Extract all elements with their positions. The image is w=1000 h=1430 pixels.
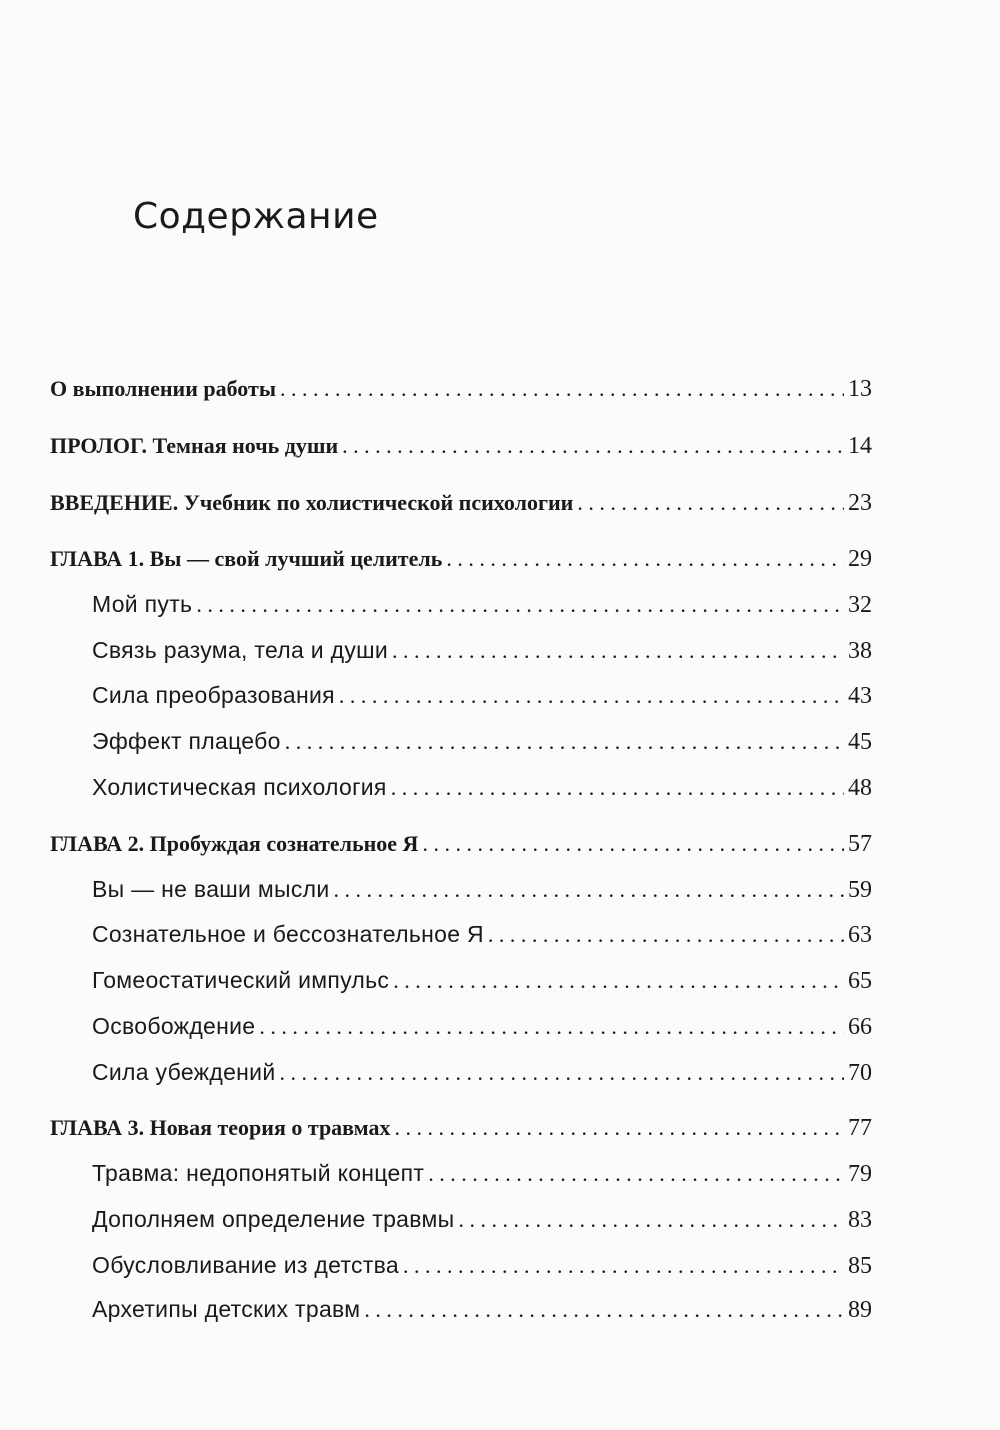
dot-leader [391, 775, 844, 801]
dot-leader [488, 922, 844, 948]
dot-leader [342, 433, 844, 459]
page-number: 23 [848, 490, 872, 516]
page-number: 48 [848, 775, 872, 801]
dot-leader [393, 968, 844, 994]
page-number: 85 [848, 1253, 872, 1279]
entry-title: Связь разума, тела и души [92, 637, 389, 663]
toc-section-entry [92, 591, 872, 625]
entry-title: Дополняем определение травмы [92, 1206, 455, 1232]
page-number: 83 [848, 1207, 872, 1233]
entry-title: Обусловливание из детства [92, 1252, 400, 1278]
page-number: 57 [848, 831, 872, 857]
dot-leader [339, 683, 844, 709]
page-number: 77 [848, 1115, 872, 1141]
entry-title: Архетипы детских травм [92, 1296, 361, 1322]
page-number: 38 [848, 638, 872, 664]
toc-section-entry [92, 1252, 872, 1286]
entry-title: Гомеостатический импульс [92, 967, 390, 993]
entry-title: Эффект плацебо [92, 728, 281, 754]
page-number: 79 [848, 1161, 872, 1187]
entry-title: Мой путь [92, 591, 193, 617]
toc-section-entry [92, 1296, 872, 1330]
toc-chapter-entry [50, 376, 872, 410]
dot-leader [446, 546, 844, 572]
page-number: 63 [848, 922, 872, 948]
dot-leader [280, 376, 844, 402]
toc-chapter-entry [50, 546, 872, 580]
toc-chapter-entry [50, 1115, 872, 1149]
toc-section-entry [92, 876, 872, 910]
entry-title: Освобождение [92, 1013, 256, 1039]
toc-section-entry [92, 967, 872, 1001]
entry-title: Вы — не ваши мысли [92, 876, 330, 902]
page-number: 14 [848, 433, 872, 459]
page-number: 65 [848, 968, 872, 994]
toc-section-entry [92, 682, 872, 716]
page-number: 70 [848, 1060, 872, 1086]
page-title: Содержание [133, 196, 379, 237]
dot-leader [422, 831, 844, 857]
toc-chapter-entry [50, 831, 872, 865]
entry-title: Сознательное и бессознательное Я [92, 921, 484, 947]
entry-title: Сила убеждений [92, 1059, 276, 1085]
toc-section-entry [92, 1013, 872, 1047]
dot-leader [279, 1060, 844, 1086]
page-number: 32 [848, 592, 872, 618]
entry-title: ГЛАВА 1. Вы — свой лучший целитель [50, 546, 443, 571]
page-number: 43 [848, 683, 872, 709]
dot-leader [334, 877, 845, 903]
toc-section-entry [92, 1059, 872, 1093]
toc-section-entry [92, 728, 872, 762]
entry-title: ГЛАВА 3. Новая теория о травмах [50, 1115, 391, 1140]
entry-title: ПРОЛОГ. Темная ночь души [50, 433, 339, 458]
dot-leader [458, 1207, 844, 1233]
page-number: 89 [848, 1297, 872, 1323]
dot-leader [428, 1161, 844, 1187]
entry-title: Холистическая психология [92, 774, 387, 800]
page-number: 13 [848, 376, 872, 402]
toc-section-entry [92, 637, 872, 671]
dot-leader [403, 1253, 844, 1279]
entry-title: ГЛАВА 2. Пробуждая сознательное Я [50, 831, 419, 856]
toc-section-entry [92, 774, 872, 808]
toc-section-entry [92, 1160, 872, 1194]
toc-chapter-entry [50, 490, 872, 524]
entry-title: ВВЕДЕНИЕ. Учебник по холистической психологии [50, 490, 574, 515]
dot-leader [395, 1115, 844, 1141]
dot-leader [285, 729, 844, 755]
page-number: 59 [848, 877, 872, 903]
toc-section-entry [92, 1206, 872, 1240]
page-number: 66 [848, 1014, 872, 1040]
toc-section-entry [92, 921, 872, 955]
dot-leader [259, 1014, 844, 1040]
dot-leader [196, 592, 844, 618]
page-number: 45 [848, 729, 872, 755]
dot-leader [364, 1297, 844, 1323]
entry-title: Травма: недопонятый концепт [92, 1160, 425, 1186]
page-number: 29 [848, 546, 872, 572]
entry-title: О выполнении работы [50, 376, 277, 401]
toc-chapter-entry [50, 433, 872, 467]
dot-leader [577, 490, 844, 516]
dot-leader [392, 638, 844, 664]
entry-title: Сила преобразования [92, 682, 335, 708]
